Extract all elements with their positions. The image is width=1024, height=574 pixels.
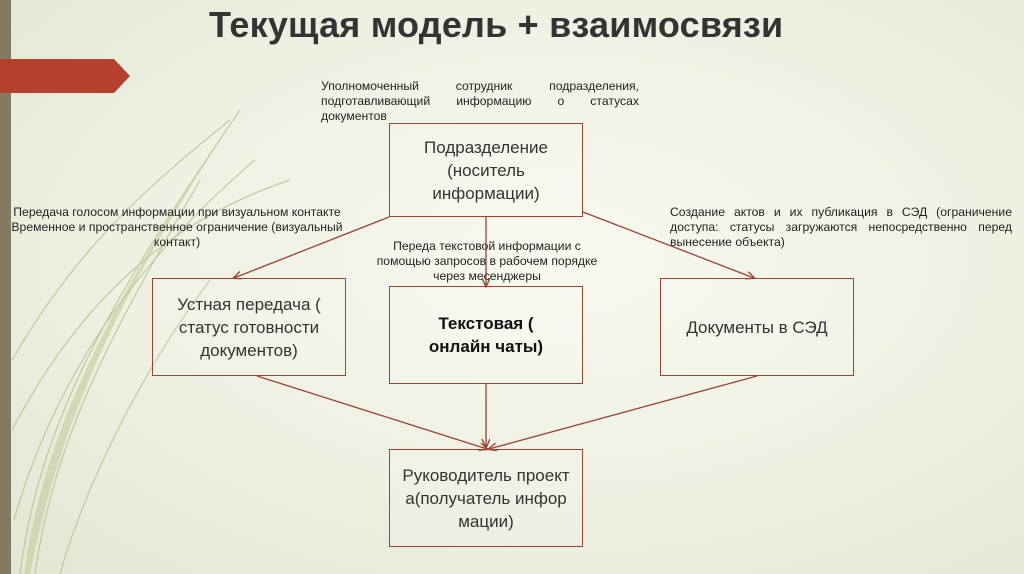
box-division-label: Подразделение (носитель информации) <box>424 137 548 203</box>
box-division <box>389 123 583 217</box>
note-oral-line-1: Передача голосом информации при визуальном контакте <box>13 205 341 219</box>
note-oral-transfer <box>8 205 346 250</box>
box-text-chats-label: Текстовая ( онлайн чаты) <box>428 314 544 356</box>
note-text-transfer: Переда текстовой информации с помощью запросов в рабочем порядке через месенджеры <box>376 239 598 283</box>
box-project-manager-label: Руководитель проекта(получатель информации) <box>402 465 570 531</box>
note-oral-line-2: Временное и пространственное ограничение (визуальный контакт) <box>11 220 343 249</box>
box-oral-transfer-label: Устная передача ( статус готовности документов) <box>177 294 321 360</box>
title-accent-tab <box>0 59 130 93</box>
note-authorized-employee: Уполномоченный сотрудник подразделения, подготавливающий информацию о статусах документов <box>321 79 639 123</box>
box-sed-documents-label: Документы в СЭД <box>686 317 828 337</box>
box-project-manager <box>389 449 583 547</box>
box-text-chats <box>389 286 583 384</box>
box-sed-documents <box>660 278 854 376</box>
arrow-sed-to-manager <box>489 376 757 449</box>
slide-title: Текущая модель + взаимосвязи <box>209 4 784 45</box>
note-sed-publication: Создание актов и их публикация в СЭД (ограничение доступа: статусы загружаются непосредственно перед вынесение объекта) <box>670 205 1012 249</box>
box-oral-transfer <box>152 278 346 376</box>
